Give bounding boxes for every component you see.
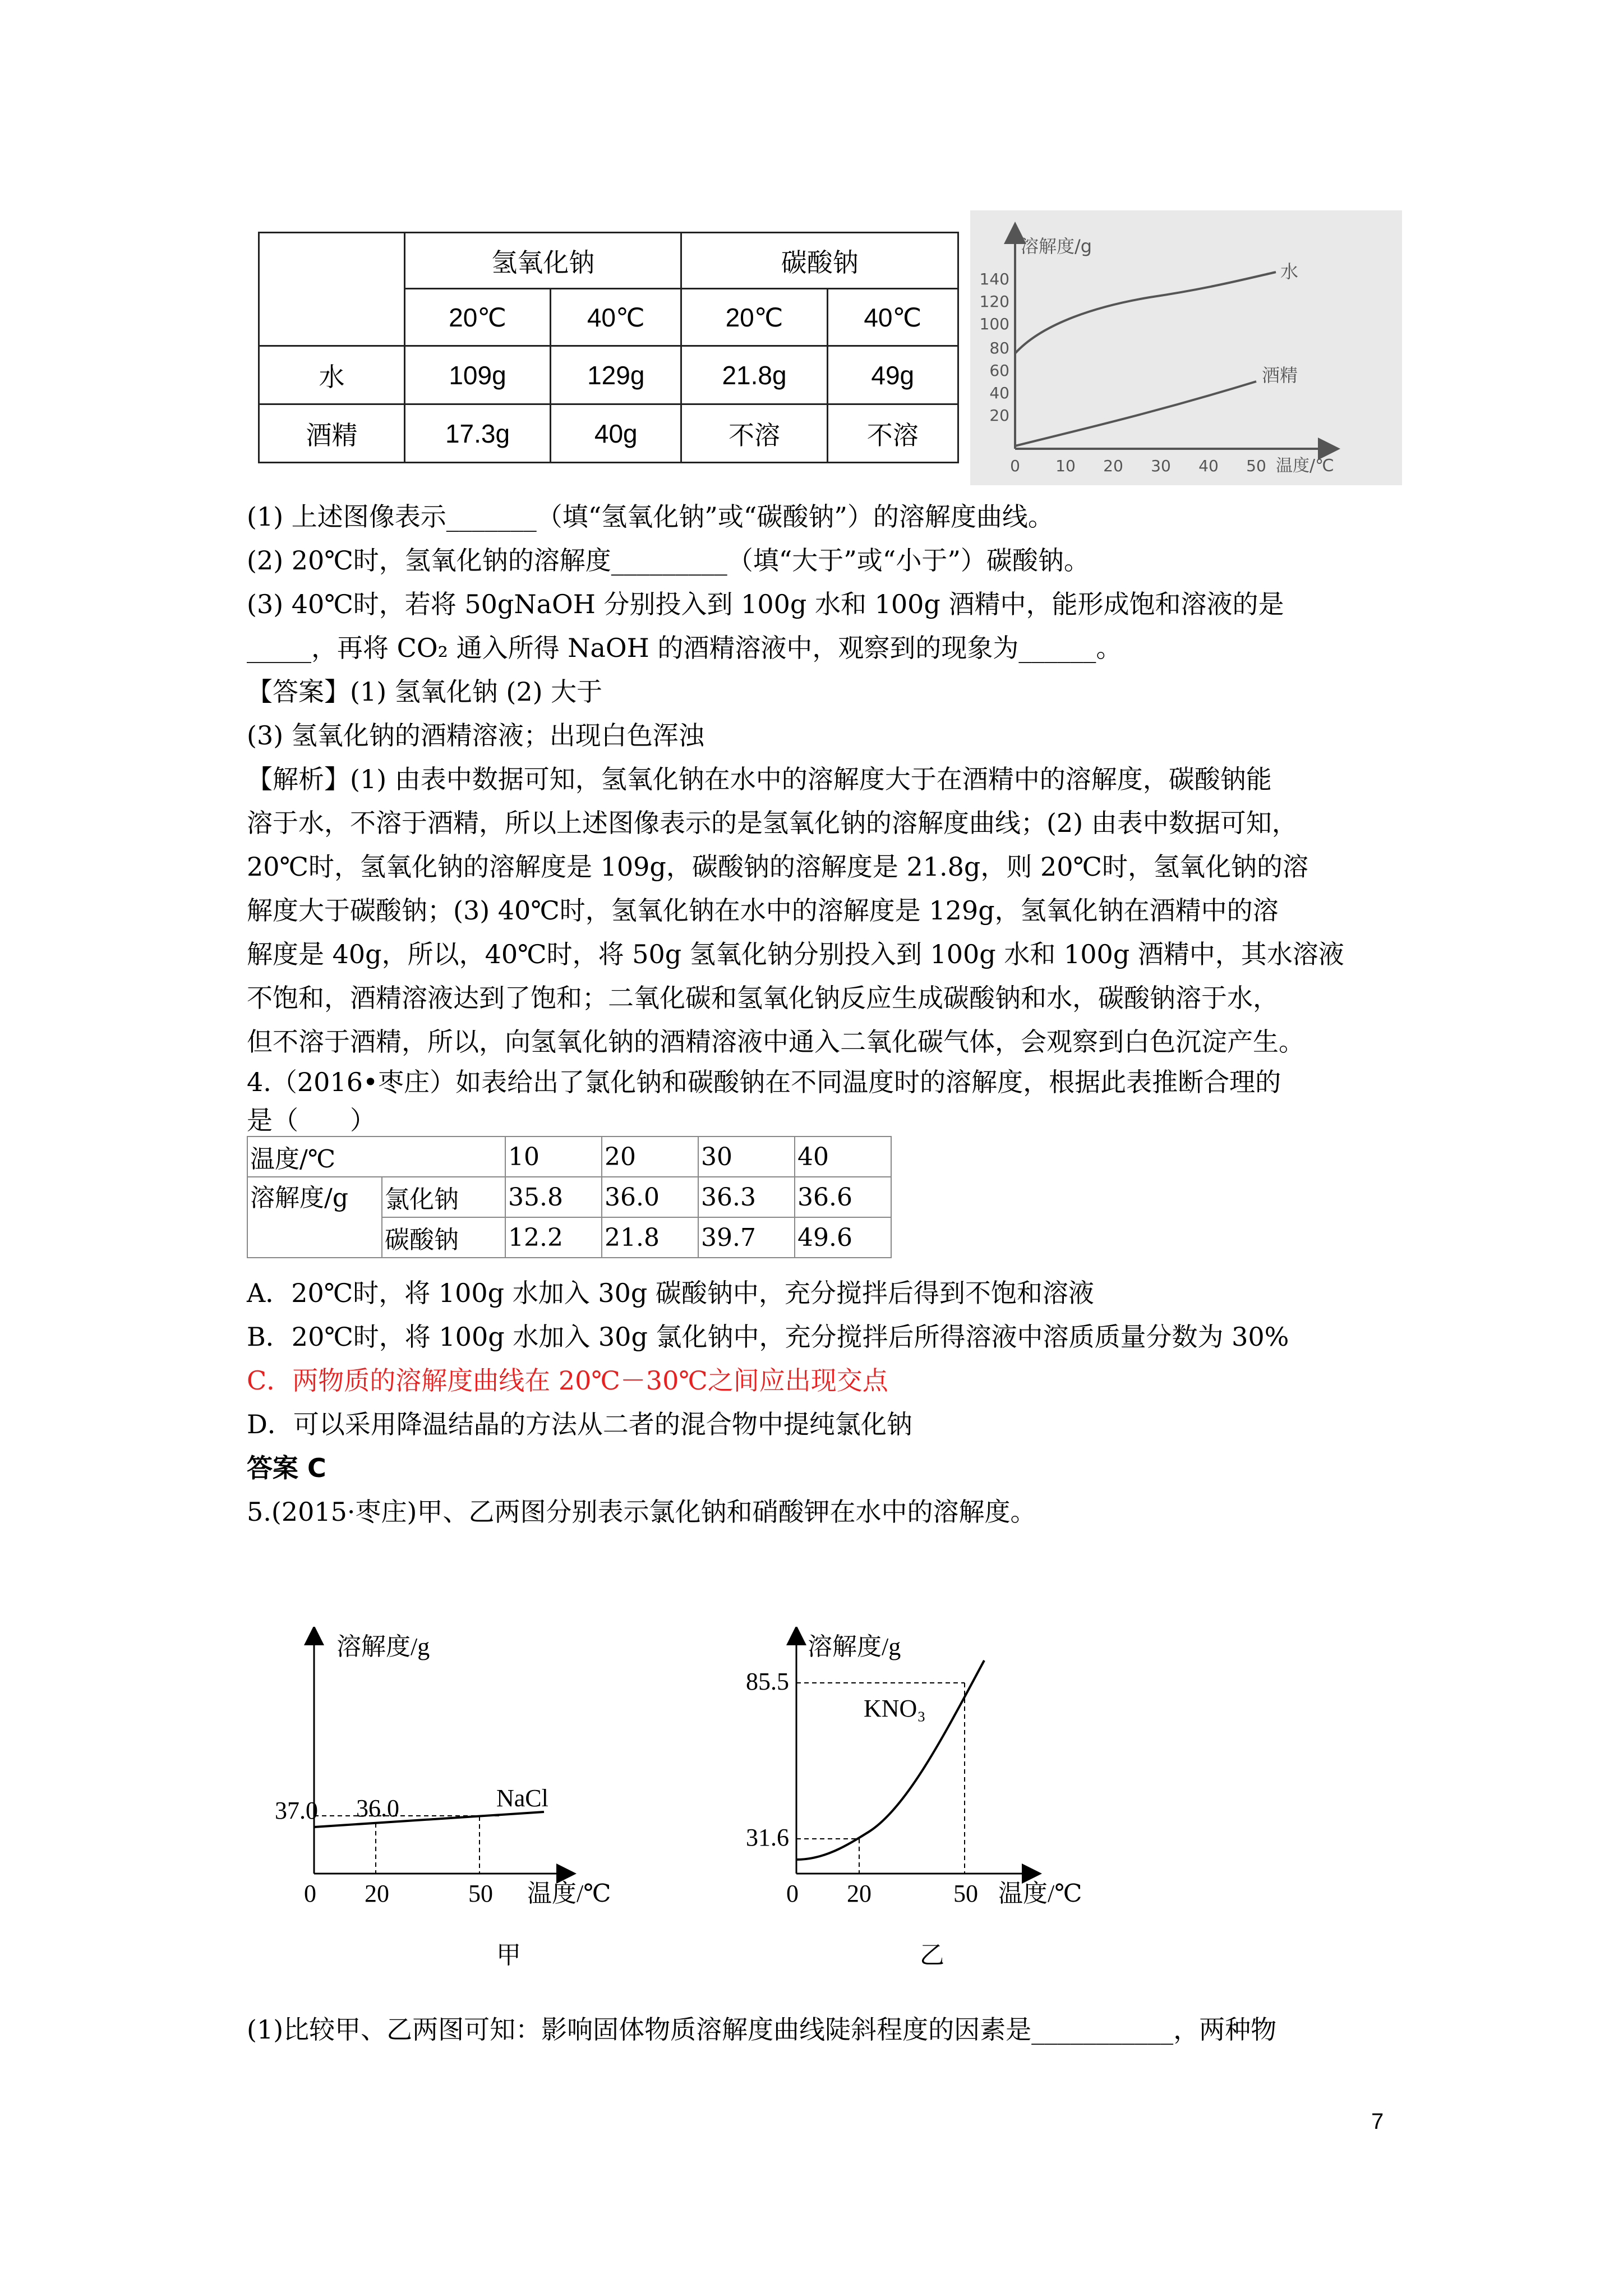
table-temp-cell: 40℃ — [827, 289, 958, 346]
jia-xlabel: 温度/℃ — [527, 1880, 611, 1907]
photo-xtick: 20 — [1103, 457, 1123, 475]
table-cell: 30 — [698, 1137, 795, 1177]
table-cell: 10 — [505, 1137, 602, 1177]
table-temp-cell: 40℃ — [551, 289, 681, 346]
table-row — [259, 346, 958, 404]
table-cell: 21.8 — [602, 1217, 698, 1258]
q4-option-d: D．可以采用降温结晶的方法从二者的混合物中提纯氯化钠 — [247, 1409, 912, 1439]
temp-label-cell: 温度/℃ — [247, 1137, 505, 1177]
q3-sub1: (1) 上述图像表示_______（填“氢氧化钠”或“碳酸钠”）的溶解度曲线。 — [247, 501, 1054, 532]
kno3-solubility-graph — [735, 1627, 1127, 1997]
yi-xlabel: 温度/℃ — [998, 1880, 1082, 1907]
q4-option-b: B．20℃时，将 100g 水加入 30g 氯化钠中，充分搅拌后所得溶液中溶质质量分数为 30% — [247, 1322, 1289, 1352]
jia-x-0: 0 — [304, 1880, 316, 1907]
photo-ytick: 120 — [979, 292, 1009, 311]
q3-answer-2: (3) 氢氧化钠的酒精溶液；出现白色浑浊 — [247, 720, 704, 751]
jia-x-20: 20 — [365, 1880, 389, 1907]
q4-stem-2: 是（ ） — [247, 1105, 376, 1135]
table-cell: 20 — [602, 1137, 698, 1177]
row-label: 氯化钠 — [382, 1177, 505, 1217]
q3-explanation-line: 溶于水，不溶于酒精，所以上述图像表示的是氢氧化钠的溶解度曲线；(2) 由表中数据可知， — [247, 808, 1298, 838]
photo-ylabel: 溶解度/g — [1021, 236, 1092, 257]
table-cell: 17.3g — [405, 404, 551, 463]
row-label: 碳酸钠 — [382, 1217, 505, 1258]
row-label: 水 — [259, 346, 405, 404]
table-temp-cell: 20℃ — [405, 289, 551, 346]
q3-answer-1: 【答案】(1) 氢氧化钠 (2) 大于 — [247, 677, 603, 707]
table-cell: 36.6 — [795, 1177, 891, 1217]
alcohol-curve — [1015, 381, 1256, 446]
jia-y-37: 37.0 — [275, 1797, 318, 1824]
q4-option-c: C．两物质的溶解度曲线在 20℃－30℃之间应出现交点 — [247, 1365, 888, 1396]
q3-explanation-line: 不饱和，酒精溶液达到了饱和；二氧化碳和氢氧化钠反应生成碳酸钠和水，碳酸钠溶于水， — [247, 983, 1279, 1013]
q5-stem: 5.(2015·枣庄)甲、乙两图分别表示氯化钠和硝酸钾在水中的溶解度。 — [247, 1497, 1036, 1527]
photo-xtick: 10 — [1055, 457, 1076, 475]
q4-answer: 答案 C — [247, 1453, 326, 1483]
table-temp-cell: 20℃ — [681, 289, 827, 346]
table-cell: 不溶 — [681, 404, 827, 463]
q4-option-a: A．20℃时，将 100g 水加入 30g 碳酸钠中，充分搅拌后得到不饱和溶液 — [247, 1278, 1094, 1308]
yi-series-label: KNO₃ — [864, 1695, 926, 1722]
table-cell: 109g — [405, 346, 551, 404]
q3-explanation-line: 【解析】(1) 由表中数据可知，氢氧化钠在水中的溶解度大于在酒精中的溶解度，碳酸钠能 — [247, 764, 1272, 794]
q3-sub3a: (3) 40℃时，若将 50gNaOH 分别投入到 100g 水和 100g 酒精中，能形成饱和溶液的是 — [247, 589, 1284, 619]
page-number: 7 — [1371, 2109, 1384, 2134]
water-label: 水 — [1280, 261, 1299, 282]
q3-sub2: (2) 20℃时，氢氧化钠的溶解度_________（填“大于”或“小于”）碳酸钠。 — [247, 545, 1090, 576]
solubility-table-1 — [258, 232, 959, 463]
table-header-na2co3: 碳酸钠 — [681, 233, 958, 289]
table-cell: 40g — [551, 404, 681, 463]
table-row — [259, 404, 958, 463]
table-cell: 21.8g — [681, 346, 827, 404]
table-cell: 不溶 — [827, 404, 958, 463]
yi-y-31-6: 31.6 — [746, 1824, 789, 1851]
photo-ytick: 140 — [979, 270, 1009, 288]
table-cell: 36.0 — [602, 1177, 698, 1217]
q3-explanation-line: 解度是 40g，所以，40℃时，将 50g 氢氧化钠分别投入到 100g 水和 100g 酒精中，其水溶液 — [247, 939, 1344, 969]
photo-xlabel: 温度/℃ — [1276, 456, 1334, 476]
jia-caption: 甲 — [496, 1941, 521, 1969]
photo-xtick: 40 — [1198, 457, 1219, 475]
photo-ytick: 100 — [979, 315, 1009, 333]
yi-y-85-5: 85.5 — [746, 1668, 789, 1695]
q3-sub3b: _____，再将 CO₂ 通入所得 NaOH 的酒精溶液中，观察到的现象为______。 — [247, 633, 1122, 663]
alcohol-label: 酒精 — [1262, 365, 1298, 386]
q3-explanation-line: 但不溶于酒精，所以，向氢氧化钠的酒精溶液中通入二氧化碳气体，会观察到白色沉淀产生。 — [247, 1027, 1304, 1057]
photo-xtick: 30 — [1151, 457, 1171, 475]
yi-ylabel: 溶解度/g — [808, 1633, 901, 1660]
q5-sub1: (1)比较甲、乙两图可知：影响固体物质溶解度曲线陡斜程度的因素是___________，两种物 — [247, 2014, 1277, 2045]
nacl-curve — [314, 1812, 544, 1827]
photo-ytick: 40 — [989, 384, 1009, 402]
jia-ylabel: 溶解度/g — [336, 1633, 430, 1660]
table-row — [247, 1137, 891, 1177]
q3-explanation-line: 20℃时，氢氧化钠的溶解度是 109g，碳酸钠的溶解度是 21.8g，则 20℃时，氢氧化钠的溶 — [247, 852, 1308, 882]
q3-explanation-line: 解度大于碳酸钠；(3) 40℃时，氢氧化钠在水中的溶解度是 129g，氢氧化钠在酒精中的溶 — [247, 895, 1279, 926]
nacl-solubility-graph — [275, 1627, 667, 1997]
table-cell: 129g — [551, 346, 681, 404]
solubility-table-2 — [247, 1136, 892, 1258]
solubility-curve-photo — [970, 210, 1402, 485]
jia-series-label: NaCl — [496, 1784, 548, 1812]
yi-caption: 乙 — [920, 1941, 944, 1969]
table-cell: 36.3 — [698, 1177, 795, 1217]
yi-x-20: 20 — [847, 1880, 872, 1907]
photo-ytick: 20 — [989, 406, 1009, 425]
kno3-curve — [796, 1660, 984, 1860]
table-cell: 40 — [795, 1137, 891, 1177]
photo-ytick: 80 — [989, 339, 1009, 357]
table-cell: 49g — [827, 346, 958, 404]
yi-x-0: 0 — [786, 1880, 799, 1907]
photo-xtick: 50 — [1246, 457, 1266, 475]
row-label: 酒精 — [259, 404, 405, 463]
jia-y-36: 36.0 — [356, 1795, 399, 1822]
table-cell: 12.2 — [505, 1217, 602, 1258]
table-cell: 35.8 — [505, 1177, 602, 1217]
water-curve — [1015, 272, 1276, 353]
table-cell: 49.6 — [795, 1217, 891, 1258]
q4-stem: 4.（2016•枣庄）如表给出了氯化钠和碳酸钠在不同温度时的溶解度，根据此表推断合理的 — [247, 1067, 1281, 1097]
photo-ytick: 60 — [989, 361, 1009, 380]
jia-x-50: 50 — [468, 1880, 493, 1907]
photo-xtick: 0 — [1010, 457, 1020, 475]
sol-label-cell: 溶解度/g — [247, 1177, 382, 1258]
yi-x-50: 50 — [953, 1880, 978, 1907]
table-header-naoh: 氢氧化钠 — [405, 233, 681, 289]
table-cell: 39.7 — [698, 1217, 795, 1258]
table-corner-cell — [259, 233, 405, 346]
table-row — [247, 1177, 891, 1217]
